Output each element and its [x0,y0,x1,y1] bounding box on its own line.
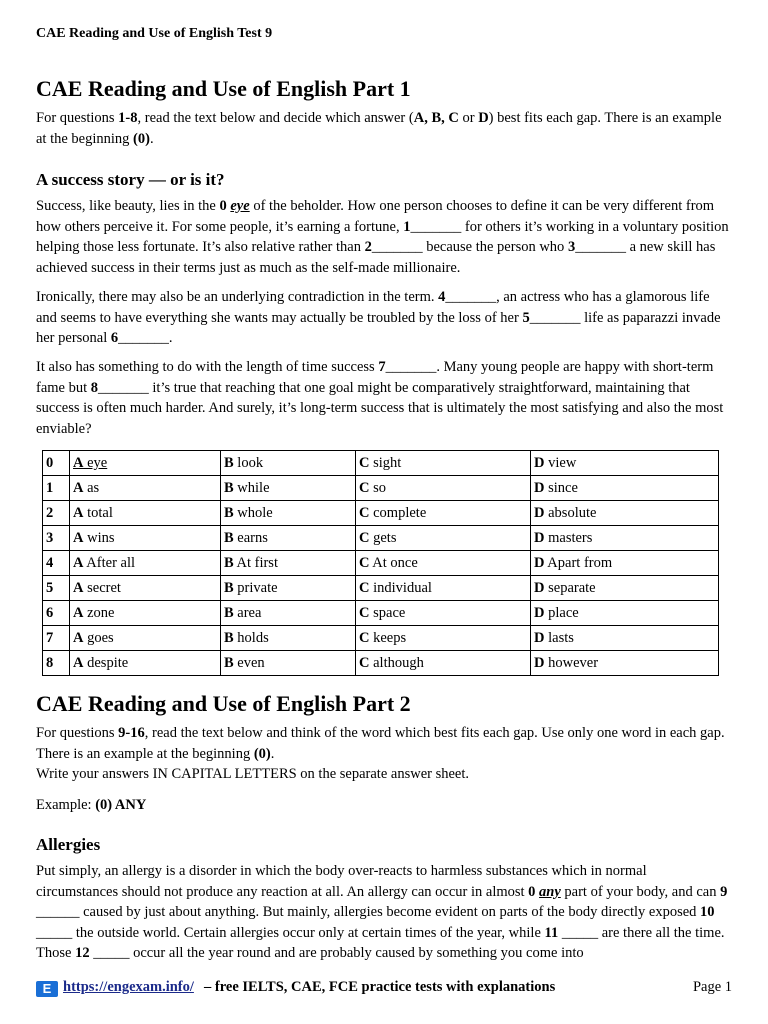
part1-paragraph-3: It also has something to do with the length of time success 7_______. Many young people are happy with short-term fame but 8_______ it’s true that reaching that one goal might be comparatively straightforward, maintaining that success is often much harder. And surely, it’s long-term success that is ultimately the most satisfying and also the most enviable? [36,359,724,437]
option-a: A total [70,501,221,526]
question-number: 5 [43,576,70,601]
part2-instructions: For questions 9-16, read the text below and think of the word which best fits each gap. Use only one word in each gap. There is an example at the beginning (0). Write your answers IN CAPITAL LETTERS on the separate answer sheet. [36,725,725,782]
question-number: 8 [43,651,70,676]
option-c: C individual [356,576,531,601]
footer-site-link[interactable]: https://engexam.info/ [63,979,194,995]
question-number: 2 [43,501,70,526]
gap-number: 11 [544,924,559,941]
gap-number: 0 [528,883,540,900]
gap-number: 5 [522,309,530,326]
part1-options-table [42,450,719,676]
example-answer: eye [230,198,250,214]
example-answer: any [539,883,561,900]
option-row [43,451,719,476]
question-number: 0 [43,451,70,476]
option-a: A After all [70,551,221,576]
gap-number: 7 [378,359,386,375]
option-b: B At first [221,551,356,576]
option-a: A despite [70,651,221,676]
part2-example-answer: (0) ANY [95,797,147,813]
option-c: C At once [356,551,531,576]
option-d: D view [531,451,719,476]
page-footer [36,979,732,999]
question-number: 4 [43,551,70,576]
option-a: A as [70,476,221,501]
option-d: D since [531,476,719,501]
part2-paragraph: Put simply, an allergy is a disorder in which the body over-reacts to harmless substances which in normal circumstances should not produce any reaction at all. An allergy can occur in almost 0 any part of your body, and can 9 ______ caused by just about anything. But mainly, allergies become evident on parts of the body directly exposed 10 _____ the outside world. Certain allergies occur only at certain times of the year, while 11 _____ are there all the time. Those 12 _____ occur all the year round and are probably caused by something you come into [36,863,728,961]
option-d: D lasts [531,626,719,651]
option-a: A wins [70,526,221,551]
option-b: B whole [221,501,356,526]
page-number: Page 1 [692,979,732,995]
option-c: C space [356,601,531,626]
part2-instructions-line2: Write your answers IN CAPITAL LETTERS on the separate answer sheet. [36,766,469,782]
part1-paragraph-1: Success, like beauty, lies in the 0 eye of the beholder. How one person chooses to define it can be very different from how others perceive it. For some people, it’s earning a fortune, 1_______ for others it’s working in a voluntary position helping those less fortunate. It’s also relative rather than 2_______ because the person who 3_______ a new skill has achieved success in their terms just as much as the self-made millionaire. [36,198,729,276]
gap-number: 10 [700,904,715,920]
option-b: B even [221,651,356,676]
option-a: A eye [70,451,221,476]
option-a: A secret [70,576,221,601]
option-c: C gets [356,526,531,551]
engexam-logo-icon: E [36,981,58,997]
option-row [43,526,719,551]
gap-number: 9 [720,883,728,900]
option-row [43,476,719,501]
gap-number: 8 [90,379,99,396]
option-c: C although [356,651,531,676]
gap-number: 4 [438,289,446,305]
option-row [43,576,719,601]
option-d: D place [531,601,719,626]
gap-number: 2 [364,239,372,255]
option-b: B look [221,451,356,476]
option-b: B private [221,576,356,601]
option-a: A zone [70,601,221,626]
option-a: A goes [70,626,221,651]
option-row [43,626,719,651]
option-b: B area [221,601,356,626]
question-number: 3 [43,526,70,551]
option-d: D absolute [531,501,719,526]
option-row [43,501,719,526]
gap-number: 6 [110,330,119,346]
option-row [43,651,719,676]
gap-number: 3 [567,239,576,255]
question-number: 1 [43,476,70,501]
option-d: D Apart from [531,551,719,576]
question-number: 7 [43,626,70,651]
option-d: D however [531,651,719,676]
option-c: C sight [356,451,531,476]
part1-heading: CAE Reading and Use of English Part 1 [36,76,411,101]
gap-number: 0 [219,198,231,214]
option-row [43,601,719,626]
option-b: B earns [221,526,356,551]
gap-number: 12 [75,945,90,961]
part2-example: Example: (0) ANY [36,797,147,813]
option-d: D masters [531,526,719,551]
gap-number: 1 [403,218,411,235]
part2-text-title: Allergies [36,835,101,854]
running-header: CAE Reading and Use of English Test 9 [36,26,273,41]
option-b: B holds [221,626,356,651]
option-c: C keeps [356,626,531,651]
part1-instructions: For questions 1-8, read the text below and decide which answer (A, B, C or D) best fits each gap. There is an example at the beginning (0). [36,110,722,147]
option-d: D separate [531,576,719,601]
question-number: 6 [43,601,70,626]
option-c: C so [356,476,531,501]
option-c: C complete [356,501,531,526]
part1-text-title: A success story — or is it? [36,170,225,189]
option-row [43,551,719,576]
footer-tagline: – free IELTS, CAE, FCE practice tests with explanations [204,979,556,995]
part1-paragraph-2: Ironically, there may also be an underlying contradiction in the term. 4_______, an actress who has a glamorous life and seems to have everything she wants may actually be troubled by the loss of her 5_______ life as paparazzi invade her personal 6_______. [36,289,721,346]
option-b: B while [221,476,356,501]
part2-heading: CAE Reading and Use of English Part 2 [36,691,411,716]
